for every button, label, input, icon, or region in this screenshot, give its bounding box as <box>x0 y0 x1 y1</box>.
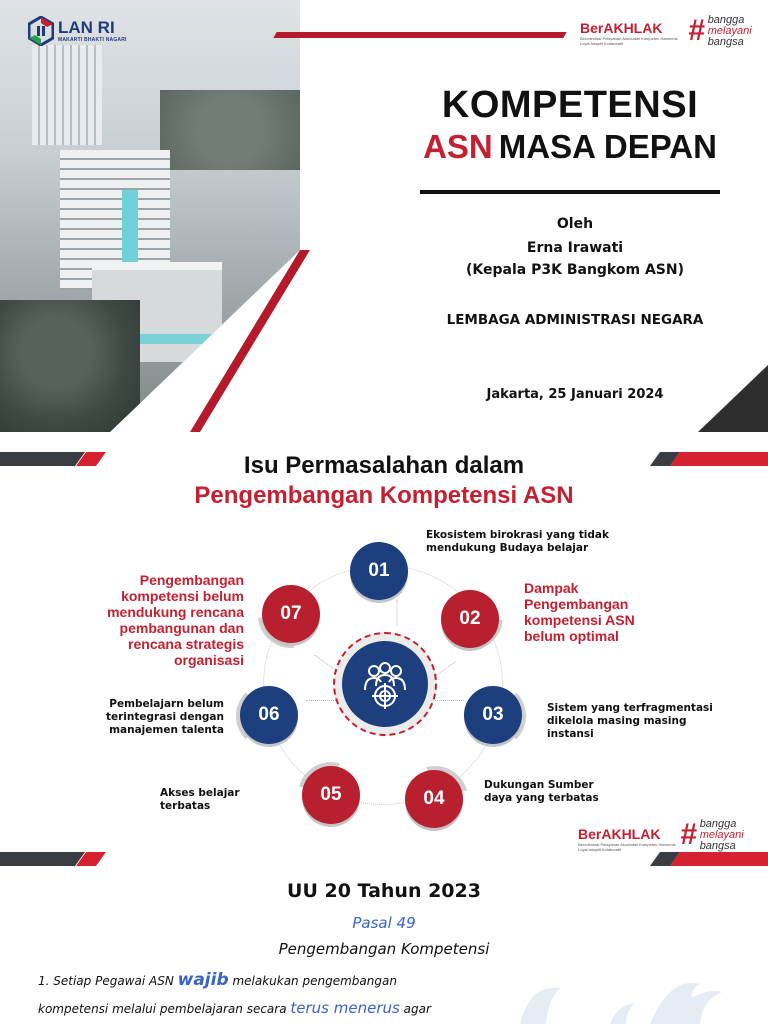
berakhlak-name: BerAKHLAK <box>580 20 663 36</box>
connector-03 <box>430 700 464 701</box>
bangga-melayani-logo-2 <box>680 818 744 852</box>
title-underline <box>420 190 720 194</box>
building-aerial-photo <box>0 0 300 432</box>
clause-text-1b: melakukan pengembangan <box>228 974 397 988</box>
node-03: 03 <box>464 686 522 744</box>
connector-01 <box>397 600 398 626</box>
place-date: Jakarta, 25 Januari 2024 <box>486 387 664 402</box>
bangga-word-3-b: bangsa <box>699 839 736 852</box>
label-02: Dampak Pengembangan kompetensi ASN belum optimal <box>524 580 635 644</box>
main-title-line2 <box>380 128 760 166</box>
clause-text-2a: kompetensi melalui pembelajaran secara <box>38 1002 291 1016</box>
bangga-word-2-b: melayani <box>699 828 744 841</box>
node-05: 05 <box>302 766 360 824</box>
main-title-line1: KOMPETENSI <box>441 84 699 126</box>
photo-tower <box>32 45 102 145</box>
hashtag-icon: # <box>688 14 705 47</box>
node-06: 06 <box>240 686 298 744</box>
clause-highlight-terus-menerus: terus menerus <box>290 999 400 1017</box>
law-clause-line2 <box>38 999 431 1017</box>
node-04: 04 <box>405 770 463 828</box>
issues-title-line2: Pengembangan Kompetensi ASN <box>194 482 574 509</box>
bangga-word-1: bangga <box>707 13 745 26</box>
lan-logo-mark-icon <box>28 16 54 46</box>
label-04: Dukungan Sumber daya yang terbatas <box>484 779 599 804</box>
law-title: UU 20 Tahun 2023 <box>287 880 481 902</box>
title-asn: ASN <box>423 128 493 165</box>
team-target-icon <box>357 656 413 712</box>
top-red-bar <box>273 32 566 38</box>
label-06: Pembelajarn belum terintegrasi dengan manajemen talenta <box>105 698 224 736</box>
s3-left-stripe-dark <box>0 852 85 866</box>
bangga-word-3: bangsa <box>707 35 744 48</box>
faded-bird-illustration <box>500 972 760 1024</box>
berakhlak-name-2: BerAKHLAK <box>578 826 661 842</box>
author-role: (Kepala P3K Bangkom ASN) <box>466 262 684 278</box>
bangga-melayani-logo <box>688 14 752 48</box>
node-07: 07 <box>262 585 320 643</box>
berakhlak-logo-2 <box>578 826 678 852</box>
law-subtitle: Pengembangan Kompetensi <box>278 940 490 958</box>
author-name: Erna Irawati <box>526 240 624 256</box>
law-clause-line1 <box>38 970 397 990</box>
issues-title-line1: Isu Permasalahan dalam <box>243 452 525 479</box>
label-03: Sistem yang terfragmentasi dikelola masing masing instansi <box>547 702 713 740</box>
institution-name: LEMBAGA ADMINISTRASI NEGARA <box>446 312 704 328</box>
lan-logo-name: LAN RI <box>58 18 115 37</box>
label-07: Pengembangan kompetensi belum mendukung rencana pembangunan dan rencana strategis organisasi <box>107 572 244 668</box>
node-01: 01 <box>350 542 408 600</box>
s3-right-stripe-red <box>670 852 768 866</box>
issues-slide <box>0 432 768 852</box>
photo-trees-bottom <box>0 300 140 432</box>
hashtag-icon-2: # <box>680 818 697 851</box>
berakhlak-logo <box>580 20 680 46</box>
label-05: Akses belajar terbatas <box>160 787 240 812</box>
clause-text-2b: agar <box>399 1002 431 1016</box>
title-masa-depan: MASA DEPAN <box>498 128 717 165</box>
berakhlak-tagline: Berorientasi Pelayanan Akuntabel Kompeten Harmonis Loyal Adaptif Kolaboratif <box>580 36 678 46</box>
node-02: 02 <box>441 590 499 648</box>
law-slide <box>0 852 768 1024</box>
law-article: Pasal 49 <box>352 914 416 932</box>
clause-highlight-wajib: wajib <box>177 970 229 990</box>
label-01: Ekosistem birokrasi yang tidak mendukung Budaya belajar <box>426 529 609 554</box>
clause-text-1a: 1. Setiap Pegawai ASN <box>38 974 178 988</box>
center-badge <box>342 641 428 727</box>
lan-ri-logo <box>28 16 127 46</box>
berakhlak-tagline-2: Berorientasi Pelayanan Akuntabel Kompeten Harmonis Loyal Adaptif Kolaboratif <box>578 842 676 852</box>
bangga-word-1-b: bangga <box>699 817 737 830</box>
photo-trees-top <box>160 90 300 170</box>
title-slide <box>0 0 768 432</box>
by-label: Oleh <box>556 216 594 232</box>
lan-logo-tagline: MAKARTI BHAKTI NAGARI <box>58 37 127 43</box>
bangga-word-2: melayani <box>707 24 752 37</box>
